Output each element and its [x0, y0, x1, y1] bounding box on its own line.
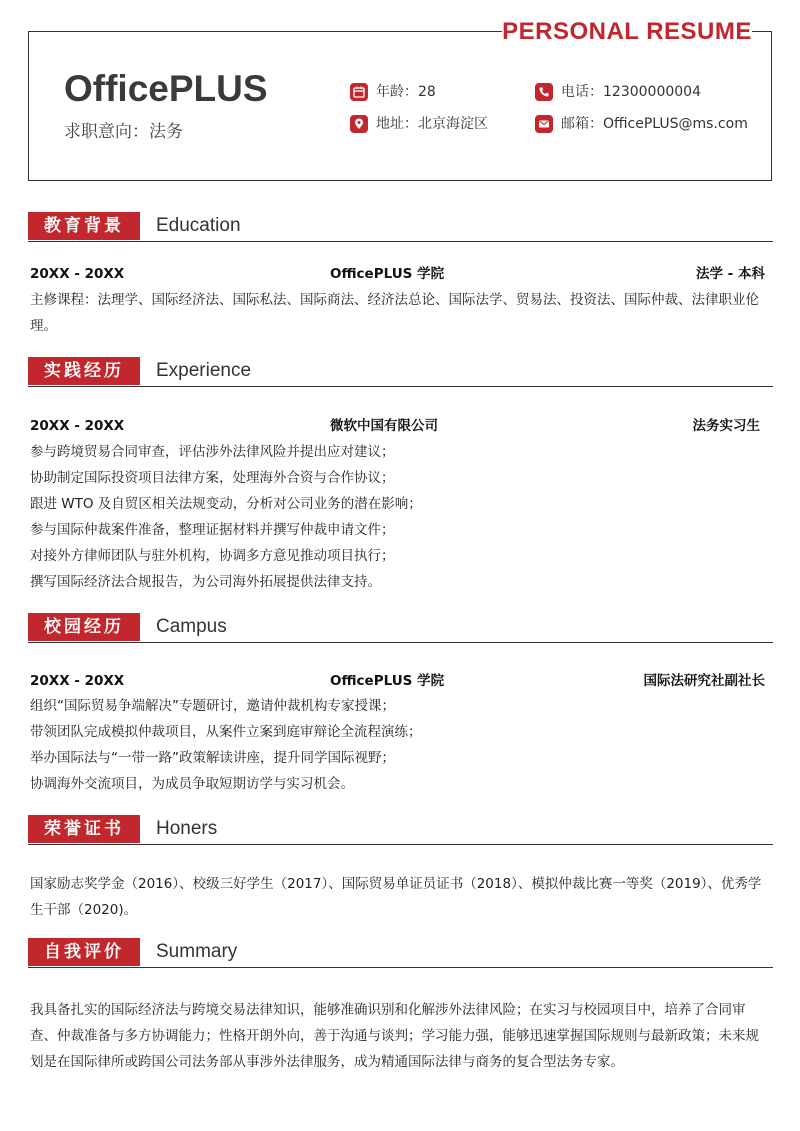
- section-title-en: Education: [156, 215, 241, 236]
- section-education: [28, 212, 773, 242]
- summary-text: 我具备扎实的国际经济法与跨境交易法律知识，能够准确识别和化解涉外法律风险；在实习与校园项目中，培养了合同审查、仲裁准备与多方协调能力；性格开朗外向，善于沟通与谈判；学习能力强，能够迅速掌握国际规则与最新政策；未来规划是在国际律所或跨国公司法务部从事涉外法律服务，成为精通国际法律与商务的复合型法务专家。: [30, 1002, 759, 1070]
- section-title-en: Honers: [156, 818, 218, 839]
- education-date: 20XX - 20XX: [30, 266, 125, 282]
- address-text: 地址：北京海淀区: [376, 116, 488, 132]
- list-item: 参与国际仲裁案件准备，整理证据材料并撰写仲裁申请文件；: [30, 522, 395, 538]
- section-title-cn: 荣誉证书: [28, 815, 140, 843]
- phone-text: 电话：12300000004: [561, 84, 701, 100]
- address-info: [350, 113, 488, 135]
- campus-row: [30, 670, 765, 692]
- phone-info: [535, 81, 701, 103]
- campus-date: 20XX - 20XX: [30, 673, 125, 689]
- experience-role: 法务实习生: [692, 418, 760, 434]
- list-item: 组织“国际贸易争端解决”专题研讨，邀请仲裁机构专家授课；: [30, 698, 395, 714]
- list-item: 协助制定国际投资项目法律方案，处理海外合资与合作协议；: [30, 470, 395, 486]
- experience-company: 微软中国有限公司: [330, 418, 438, 434]
- email-info: [535, 113, 748, 135]
- campus-school: OfficePLUS 学院: [330, 673, 445, 689]
- list-item: 举办国际法与“一带一路”政策解读讲座，提升同学国际视野；: [30, 750, 395, 766]
- age-text: 年龄：28: [376, 84, 436, 100]
- calendar-icon: [350, 83, 368, 101]
- list-item: 撰写国际经济法合规报告，为公司海外拓展提供法律支持。: [30, 574, 381, 590]
- list-item: 对接外方律师团队与驻外机构，协调多方意见推动项目执行；: [30, 548, 395, 564]
- section-campus: [28, 613, 773, 643]
- education-degree: 法学 - 本科: [695, 266, 765, 282]
- list-item: 带领团队完成模拟仲裁项目，从案件立案到庭审辩论全流程演练；: [30, 724, 422, 740]
- location-icon: [350, 115, 368, 133]
- mail-icon: [535, 115, 553, 133]
- list-item: 协调海外交流项目，为成员争取短期访学与实习机会。: [30, 776, 354, 792]
- experience-row: [30, 415, 765, 437]
- job-intent: 求职意向：法务: [64, 122, 183, 142]
- candidate-name: OfficePLUS: [64, 68, 268, 109]
- section-title-cn: 校园经历: [28, 613, 140, 641]
- education-courses: 主修课程：法理学、国际经济法、国际私法、国际商法、经济法总论、国际法学、贸易法、投资法、国际仲裁、法律职业伦理。: [30, 292, 759, 334]
- list-item: 参与跨境贸易合同审查，评估涉外法律风险并提出应对建议；: [30, 444, 395, 460]
- section-title-cn: 自我评价: [28, 938, 140, 966]
- section-honors: [28, 815, 773, 845]
- experience-list: [30, 439, 768, 595]
- education-school: OfficePLUS 学院: [330, 266, 445, 282]
- section-experience: [28, 357, 773, 387]
- section-summary: [28, 938, 773, 968]
- section-title-en: Experience: [156, 360, 252, 381]
- section-title-en: Campus: [156, 616, 227, 637]
- section-title-en: Summary: [156, 941, 238, 962]
- phone-icon: [535, 83, 553, 101]
- list-item: 跟进 WTO 及自贸区相关法规变动，分析对公司业务的潜在影响；: [30, 496, 422, 512]
- email-text: 邮箱：OfficePLUS@ms.com: [561, 116, 748, 132]
- honors-text: 国家励志奖学金（2016）、校级三好学生（2017）、国际贸易单证员证书（2018）、模拟仲裁比赛一等奖（2019）、优秀学生干部（2020)。: [30, 876, 762, 918]
- section-title-cn: 实践经历: [28, 357, 140, 385]
- resume-tag: PERSONAL RESUME: [502, 14, 752, 50]
- experience-date: 20XX - 20XX: [30, 418, 125, 434]
- age-info: [350, 81, 436, 103]
- section-title-cn: 教育背景: [28, 212, 140, 240]
- campus-role: 国际法研究社副社长: [643, 673, 765, 689]
- education-row: [30, 263, 765, 285]
- campus-list: [30, 693, 768, 797]
